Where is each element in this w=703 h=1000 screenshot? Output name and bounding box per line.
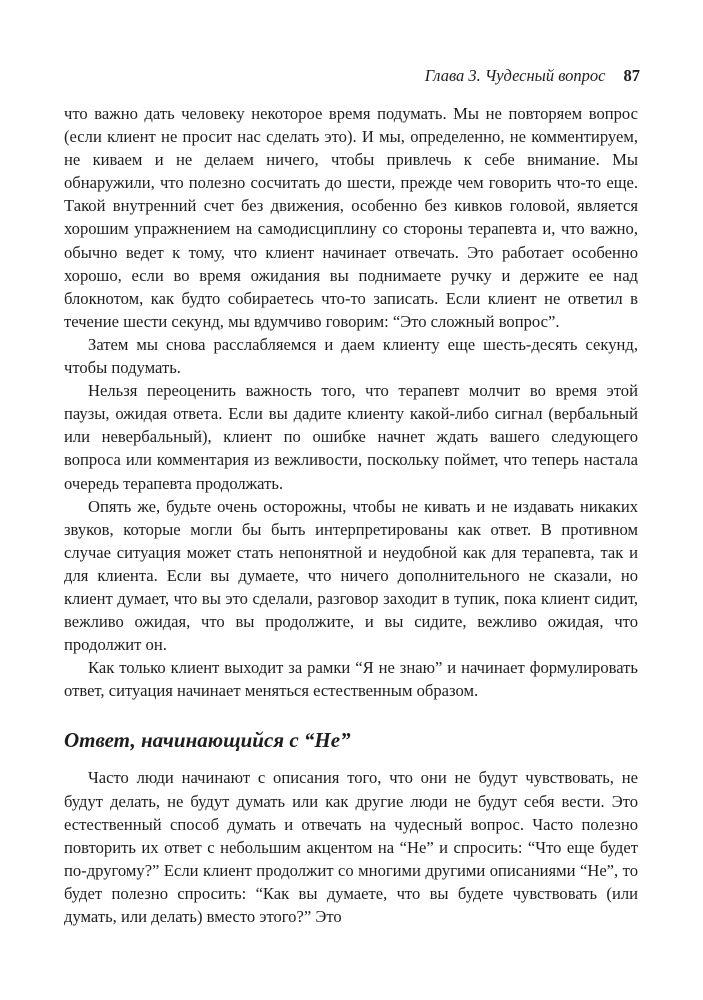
paragraph: Опять же, будьте очень осторожны, чтобы не кивать и не издавать никаких звуков, которые могли бы быть интерпретированы как ответ. В противном случае ситуация может стать непонятной и неудобной как для терапевта, так и для клиента. Если вы думаете, что ничего дополнительного не сказали, но клиент думает, что вы это сделали, разговор заходит в тупик, пока клиент сидит, вежливо ожидая, что вы продолжите, и вы сидите, вежливо ожидая, что продолжит он. bbox=[64, 496, 638, 655]
chapter-title: Глава 3. Чудесный вопрос bbox=[424, 66, 606, 85]
running-header bbox=[63, 66, 640, 86]
page-body bbox=[64, 102, 638, 928]
section-heading: Ответ, начинающийся с “Не” bbox=[64, 728, 351, 753]
paragraph: Часто люди начинают с описания того, что они не будут чувствовать, не будут делать, не будут думать или как другие люди не будут себя вести. Это естественный способ думать и отвечать на чудесный вопрос. Часто полезно повторить их ответ с небольшим акцентом на “Не” и спросить: “Что еще будет по-другому?” Если клиент продолжит со многими другими описаниями “Не”, то будет полезно спросить: “Как вы думаете, что вы будете чувствовать (или думать, или делать) вместо этого?” Это bbox=[64, 768, 638, 926]
paragraph: Как только клиент выходит за рамки “Я не знаю” и начинает формулировать ответ, ситуация начинает меняться естественным образом. bbox=[64, 658, 638, 701]
page-number: 87 bbox=[623, 66, 640, 85]
paragraph: Затем мы снова расслабляемся и даем клиенту еще шесть-десять секунд, чтобы подумать. bbox=[64, 334, 638, 378]
paragraph: Нельзя переоценить важность того, что терапевт молчит во время этой паузы, ожидая ответа. Если вы дадите клиенту какой-либо сигнал (вербальный или невербальный), клиент по ошибке начнет ждать вашего следующего вопроса или комментария из вежливости, поскольку поймет, что теперь настала очередь терапевта продолжать. bbox=[64, 381, 638, 493]
paragraph-continued: что важно дать человеку некоторое время подумать. Мы не повторяем вопрос (если клиент не просит нас сделать это). И мы, определенно, не комментируем, не киваем и не делаем ничего, чтобы привлечь к себе внимание. Мы обнаружили, что полезно сосчитать до шести, прежде чем говорить что-то еще. Такой внутренний счет без движения, особенно без кивков головой, является хорошим упражнением на самодисциплину со стороны терапевта и, что важно, обычно ведет к тому, что клиент начинает отвечать. Это работает особенно хорошо, если во время ожидания вы поднимаете ручку и держите ее над блокнотом, как будто собираетесь что-то записать. Если клиент не ответил в течение шести секунд, мы вдумчиво говорим: “Это сложный вопрос”. bbox=[64, 104, 638, 331]
